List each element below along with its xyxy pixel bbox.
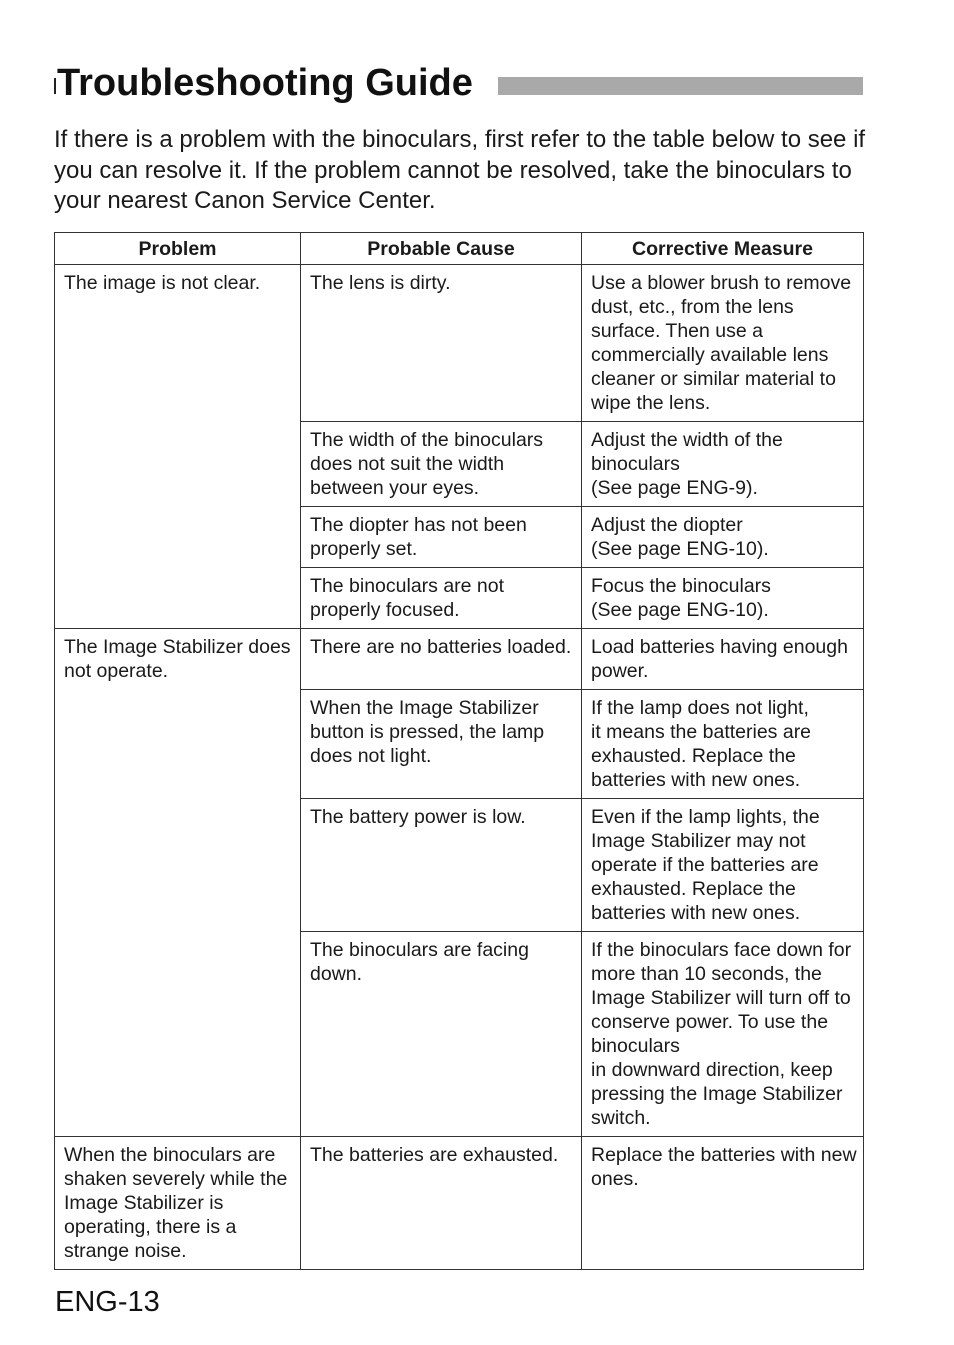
- measure-cell: Focus the binoculars (See page ENG-10).: [582, 568, 864, 629]
- measure-cell: Even if the lamp lights, the Image Stabilizer may not operate if the batteries are exhausted. Replace the batteries with new ones.: [582, 799, 864, 932]
- troubleshooting-table: [54, 232, 864, 1270]
- problem-cell: The image is not clear.: [55, 265, 301, 629]
- cause-cell: The width of the binoculars does not suit the width between your eyes.: [301, 422, 582, 507]
- measure-cell: Use a blower brush to remove dust, etc., from the lens surface. Then use a commercially available lens cleaner or similar material to wipe the lens.: [582, 265, 864, 422]
- cause-cell: There are no batteries loaded.: [301, 629, 582, 690]
- table-row: [55, 265, 864, 422]
- measure-cell: If the binoculars face down for more than 10 seconds, the Image Stabilizer will turn off to conserve power. To use the binoculars in downward direction, keep pressing the Image Stabilizer switch.: [582, 932, 864, 1137]
- cause-cell: The binoculars are facing down.: [301, 932, 582, 1137]
- problem-cell: When the binoculars are shaken severely while the Image Stabilizer is operating, there is a strange noise.: [55, 1137, 301, 1270]
- measure-cell: Adjust the diopter (See page ENG-10).: [582, 507, 864, 568]
- title-tick-mark: [54, 78, 56, 94]
- table-row: [55, 1137, 864, 1270]
- title-decorative-bar: [498, 77, 863, 95]
- header-corrective-measure: Corrective Measure: [582, 233, 864, 265]
- cause-cell: When the Image Stabilizer button is pressed, the lamp does not light.: [301, 690, 582, 799]
- problem-cell: The Image Stabilizer does not operate.: [55, 629, 301, 1137]
- intro-paragraph: If there is a problem with the binoculars, first refer to the table below to see if you can resolve it. If the problem cannot be resolved, take the binoculars to your nearest Canon Service Center.: [54, 126, 866, 214]
- cause-cell: The diopter has not been properly set.: [301, 507, 582, 568]
- measure-cell: Load batteries having enough power.: [582, 629, 864, 690]
- cause-cell: The binoculars are not properly focused.: [301, 568, 582, 629]
- page-title: Troubleshooting Guide: [57, 62, 473, 104]
- measure-cell: Adjust the width of the binoculars (See page ENG-9).: [582, 422, 864, 507]
- title-row: [54, 60, 864, 110]
- page-number: ENG-13: [55, 1286, 160, 1318]
- header-probable-cause: Probable Cause: [301, 233, 582, 265]
- table-header-row: [55, 233, 864, 265]
- header-problem: Problem: [55, 233, 301, 265]
- cause-cell: The battery power is low.: [301, 799, 582, 932]
- table-row: [55, 629, 864, 690]
- measure-cell: Replace the batteries with new ones.: [582, 1137, 864, 1270]
- measure-cell: If the lamp does not light, it means the batteries are exhausted. Replace the batteries with new ones.: [582, 690, 864, 799]
- cause-cell: The batteries are exhausted.: [301, 1137, 582, 1270]
- cause-cell: The lens is dirty.: [301, 265, 582, 422]
